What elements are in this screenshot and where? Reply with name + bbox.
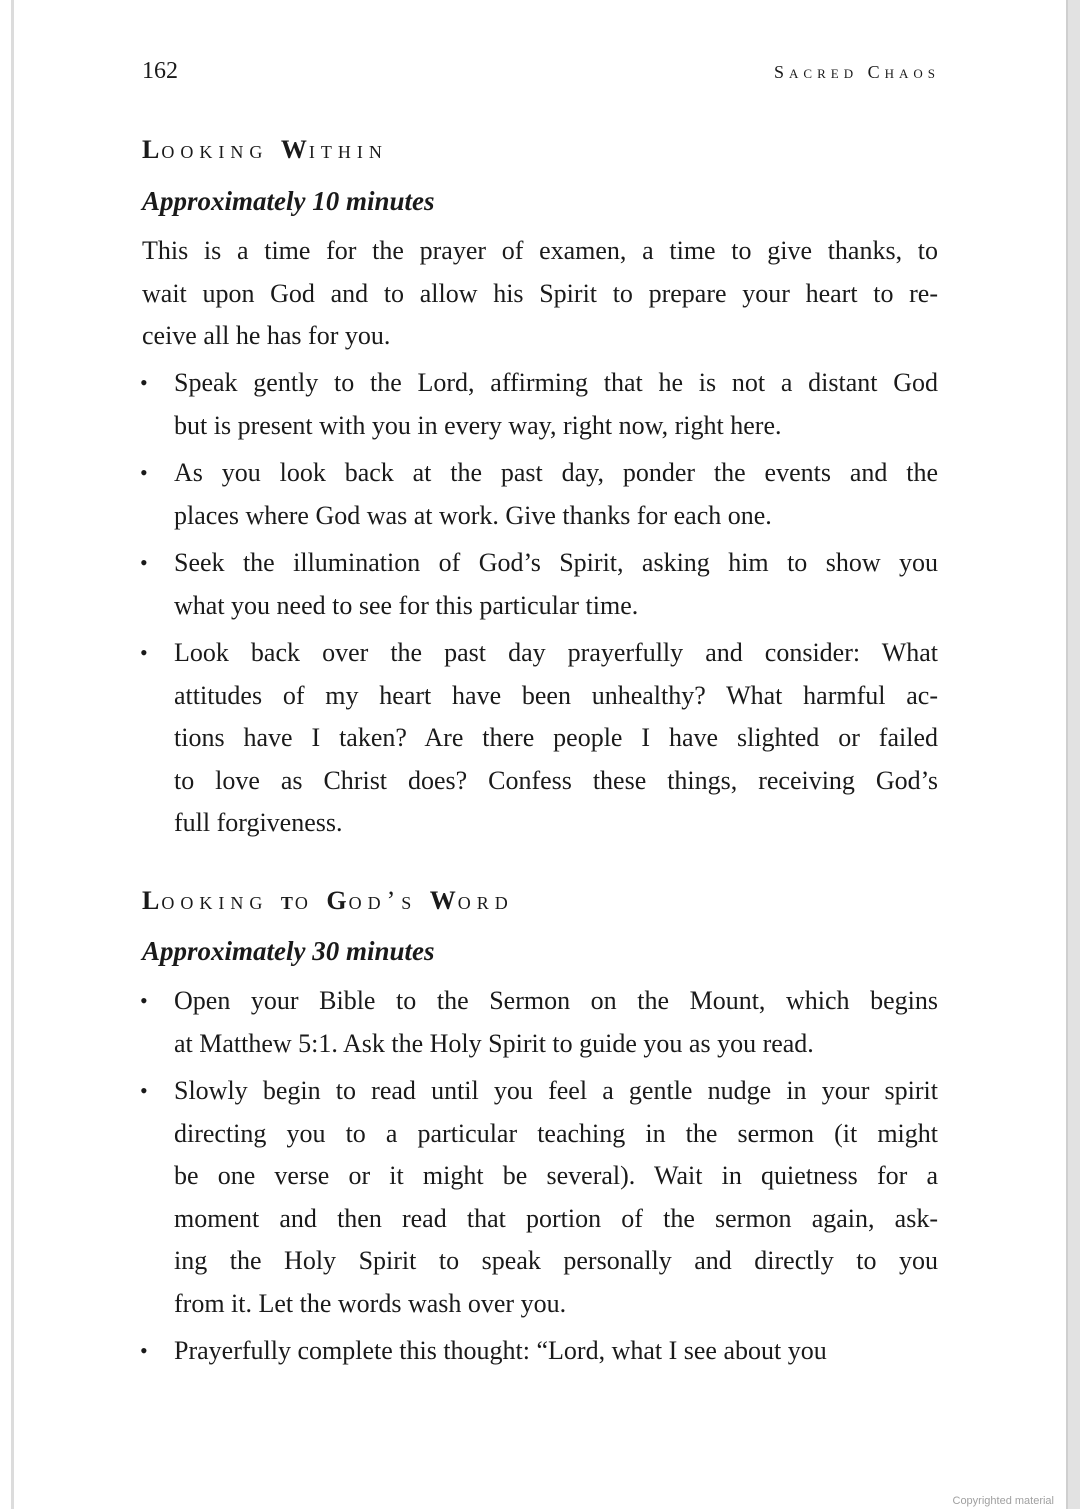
- bullet-item-line: attitudes of my heart have been unhealthy? What harmful ac-: [174, 680, 938, 710]
- page-right-edge: [1066, 0, 1080, 1509]
- bullet-item-line: what you need to see for this particular time.: [174, 590, 639, 620]
- bullet-icon: •: [140, 370, 148, 395]
- bullet-item-line: tions have I taken? Are there people I have slighted or failed: [174, 723, 938, 752]
- section-duration: Approximately 30 minutes: [142, 936, 435, 966]
- running-head-title: Sacred Chaos: [774, 62, 940, 82]
- bullet-icon: •: [140, 460, 148, 485]
- bullet-icon: •: [140, 1338, 148, 1363]
- bullet-icon: •: [140, 988, 148, 1013]
- section-duration: Approximately 10 minutes: [142, 186, 435, 216]
- bullet-item-line: at Matthew 5:1. Ask the Holy Spirit to guide you as you read.: [174, 1028, 814, 1058]
- bullet-item-line: Seek the illumination of God’s Spirit, asking him to show you: [174, 548, 938, 577]
- bullet-icon: •: [140, 640, 148, 665]
- bullet-item-line: Prayerfully complete this thought: “Lord, what I see about you: [174, 1336, 827, 1365]
- page-left-edge: [11, 0, 14, 1509]
- bullet-item-line: moment and then read that portion of the sermon again, ask-: [174, 1203, 938, 1233]
- section-heading: Looking Within: [142, 135, 388, 164]
- bullet-icon: •: [140, 550, 148, 575]
- copyright-watermark: Copyrighted material: [952, 1495, 1054, 1507]
- bullet-icon: •: [140, 1078, 148, 1103]
- bullet-item-line: Look back over the past day prayerfully and consider: What: [174, 638, 938, 667]
- bullet-item-line: As you look back at the past day, ponder the events and the: [174, 458, 938, 487]
- intro-line: ceive all he has for you.: [142, 321, 391, 350]
- bullet-item-line: to love as Christ does? Confess these things, receiving God’s: [174, 765, 938, 795]
- bullet-item-line: full forgiveness.: [174, 808, 343, 837]
- page-number: 162: [142, 58, 178, 84]
- bullet-item-line: Speak gently to the Lord, affirming that he is not a distant God: [174, 368, 938, 397]
- section-heading: Looking to God’s Word: [142, 886, 514, 915]
- bullet-item-line: Slowly begin to read until you feel a gentle nudge in your spirit: [174, 1076, 938, 1105]
- bullet-item-line: places where God was at work. Give thanks for each one.: [174, 500, 772, 530]
- bullet-item-line: but is present with you in every way, right now, right here.: [174, 410, 782, 440]
- bullet-item-line: ing the Holy Spirit to speak personally and directly to you: [174, 1246, 938, 1275]
- intro-line: This is a time for the prayer of examen, a time to give thanks, to: [142, 236, 938, 265]
- bullet-item-line: be one verse or it might be several). Wait in quietness for a: [174, 1161, 938, 1190]
- bullet-item-line: Open your Bible to the Sermon on the Mount, which begins: [174, 986, 938, 1015]
- bullet-item-line: from it. Let the words wash over you.: [174, 1288, 567, 1318]
- bullet-item-line: directing you to a particular teaching in the sermon (it might: [174, 1118, 938, 1148]
- intro-line: wait upon God and to allow his Spirit to prepare your heart to re-: [142, 278, 938, 308]
